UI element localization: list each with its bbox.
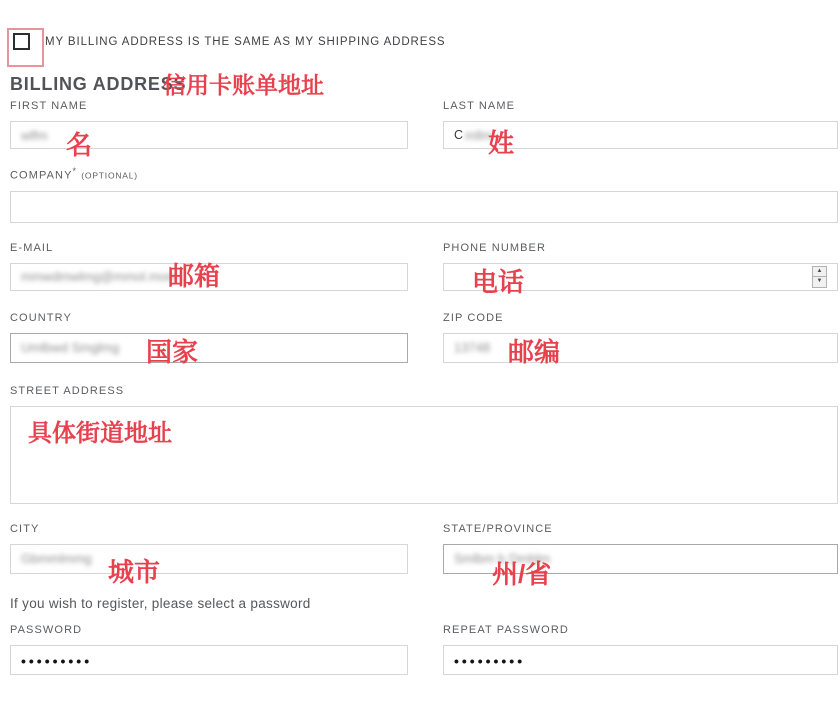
password-field	[10, 624, 408, 675]
last-name-field	[443, 100, 838, 149]
password-mask-dots: •••••••••	[21, 652, 93, 669]
company-input[interactable]	[10, 191, 838, 223]
annotation-zip-cn: 邮编	[508, 337, 561, 367]
zip-value-redacted: 13748	[454, 340, 491, 356]
phone-field	[443, 242, 838, 291]
city-input[interactable]	[10, 544, 408, 574]
company-asterisk: *	[72, 166, 78, 176]
country-label: COUNTRY	[10, 311, 72, 324]
spinner-down-icon[interactable]: ▼	[812, 277, 827, 288]
annotation-city-cn: 城市	[108, 557, 161, 587]
annotation-heading-cn: 信用卡账单地址	[163, 72, 324, 98]
annotation-street-cn: 具体街道地址	[28, 420, 172, 447]
register-note: If you wish to register, please select a password	[10, 595, 311, 611]
state-value-redacted: Smlbm b Dmblm	[454, 551, 551, 567]
same-address-row	[13, 33, 840, 50]
annotation-phone-cn: 电话	[472, 267, 525, 297]
annotation-last-name-cn: 姓	[488, 128, 515, 158]
email-input[interactable]	[10, 263, 408, 291]
phone-number-spinner	[812, 266, 827, 288]
state-field	[443, 523, 838, 574]
contact-row	[10, 242, 840, 291]
city-state-row	[10, 523, 840, 574]
last-name-input[interactable]	[443, 121, 838, 149]
last-name-value-redacted: mllm	[465, 127, 493, 143]
street-label: STREET ADDRESS	[10, 384, 125, 397]
billing-address-heading: BILLING ADDRESS	[10, 74, 187, 94]
email-value-redacted: mmwdmwlmg@mmol.mom	[21, 269, 178, 285]
company-field	[10, 166, 840, 223]
country-zip-row	[10, 312, 840, 363]
city-field	[10, 523, 408, 574]
state-select[interactable]	[443, 544, 838, 574]
zip-label: ZIP CODE	[443, 311, 504, 324]
phone-label: PHONE NUMBER	[443, 241, 547, 254]
last-name-visible-prefix: C	[454, 128, 464, 142]
email-field	[10, 242, 408, 291]
country-value-redacted: Umlbwd Smglmg	[21, 340, 120, 356]
same-address-checkbox[interactable]	[13, 33, 30, 50]
annotation-state-cn: 州/省	[492, 559, 552, 589]
company-optional-note: (OPTIONAL)	[81, 170, 138, 181]
first-name-label: FIRST NAME	[10, 100, 88, 112]
city-value-redacted: Gbmmlmmg	[21, 551, 92, 567]
password-row	[10, 624, 840, 675]
first-name-value-redacted: wlfm	[21, 127, 48, 143]
first-name-field	[10, 100, 408, 149]
country-select[interactable]	[10, 333, 408, 363]
street-field	[10, 385, 840, 504]
annotation-email-cn: 邮箱	[168, 261, 221, 291]
repeat-password-label: REPEAT PASSWORD	[443, 623, 569, 636]
same-address-label: MY BILLING ADDRESS IS THE SAME AS MY SHIPPING ADDRESS	[45, 35, 446, 48]
last-name-label: LAST NAME	[443, 100, 516, 112]
annotation-first-name-cn: 名	[66, 130, 93, 160]
zip-field	[443, 312, 838, 363]
country-field	[10, 312, 408, 363]
name-row	[10, 100, 840, 149]
repeat-password-mask-dots: •••••••••	[454, 652, 526, 669]
email-label: E-MAIL	[10, 241, 54, 254]
spinner-up-icon[interactable]: ▲	[812, 266, 827, 277]
repeat-password-input[interactable]	[443, 645, 838, 675]
first-name-input[interactable]	[10, 121, 408, 149]
company-label: COMPANY* (OPTIONAL)	[10, 166, 138, 182]
street-address-textarea[interactable]	[10, 406, 838, 504]
repeat-password-field	[443, 624, 838, 675]
annotation-country-cn: 国家	[146, 337, 199, 367]
zip-input[interactable]	[443, 333, 838, 363]
phone-input[interactable]	[443, 263, 838, 291]
password-label: PASSWORD	[10, 623, 83, 636]
city-label: CITY	[10, 522, 40, 535]
state-label: STATE/PROVINCE	[443, 522, 553, 535]
password-input[interactable]	[10, 645, 408, 675]
